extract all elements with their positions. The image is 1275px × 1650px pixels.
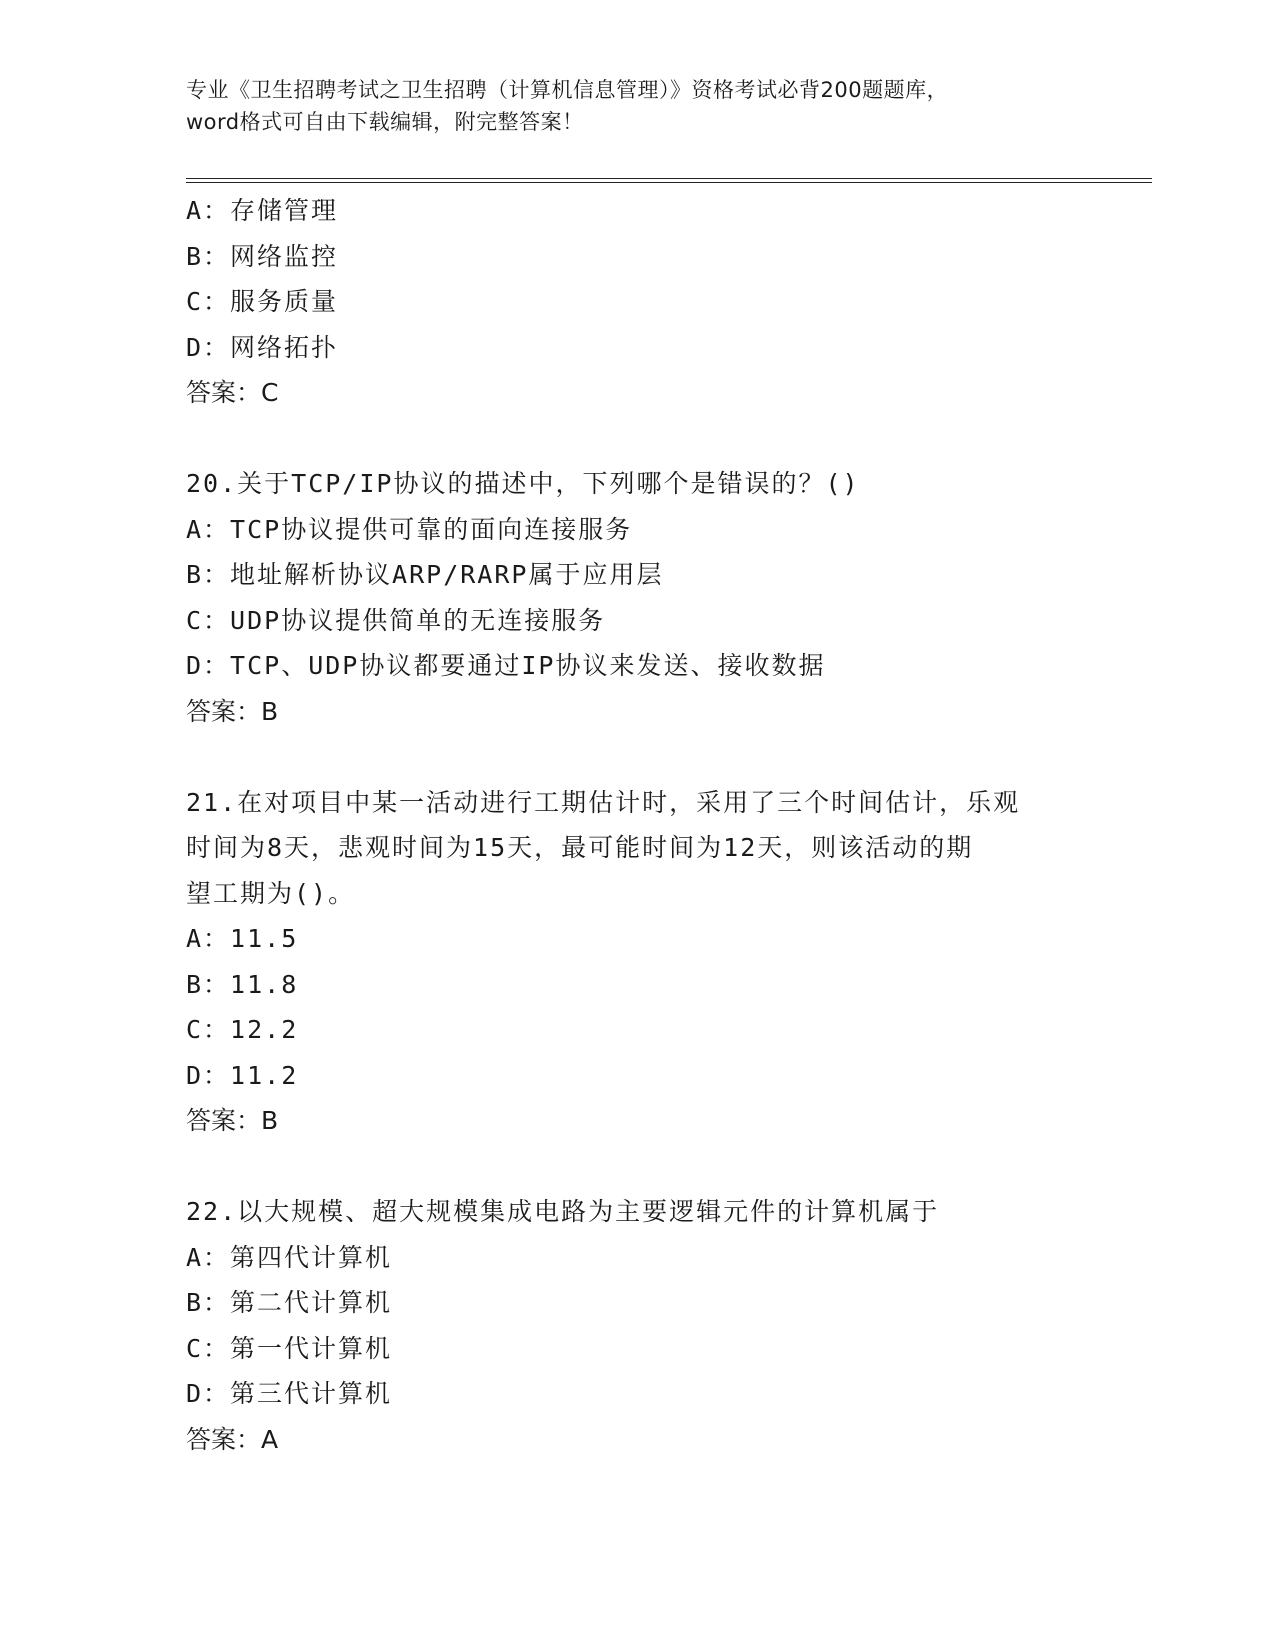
spacer [186, 1144, 1086, 1190]
option-c: C：12.2 [186, 1015, 299, 1044]
question-stem: 20.关于TCP/IP协议的描述中，下列哪个是错误的？() [186, 469, 860, 498]
option-b: B：地址解析协议ARP/RARP属于应用层 [186, 560, 664, 589]
option-b: B：第二代计算机 [186, 1288, 393, 1317]
answer-line: 答案：A [186, 1424, 279, 1454]
option-a: A：TCP协议提供可靠的面向连接服务 [186, 514, 633, 544]
header-line-1: 专业《卫生招聘考试之卫生招聘（计算机信息管理）》资格考试必背200题题库， [186, 78, 949, 102]
answer-line: 答案：B [186, 1106, 279, 1135]
question-block-22 [186, 1189, 1086, 1462]
spacer [186, 416, 1086, 462]
option-a: A：第四代计算机 [186, 1242, 393, 1272]
header-divider [186, 178, 1152, 183]
option-d: D：网络拓扑 [186, 332, 339, 362]
option-a: A：存储管理 [186, 196, 339, 225]
answer-line: 答案：C [186, 378, 279, 407]
option-b: B：11.8 [186, 969, 299, 999]
question-block-19 [186, 188, 1086, 416]
spacer [186, 734, 1086, 780]
option-b: B：网络监控 [186, 241, 339, 271]
question-list [186, 188, 1086, 1462]
option-d: D：11.2 [186, 1060, 299, 1090]
question-stem-line-2: 时间为8天，悲观时间为15天，最可能时间为12天，则该活动的期 [186, 833, 974, 862]
question-stem: 22.以大规模、超大规模集成电路为主要逻辑元件的计算机属于 [186, 1197, 940, 1226]
option-d: D：第三代计算机 [186, 1379, 393, 1408]
question-block-21 [186, 780, 1086, 1144]
option-d: D：TCP、UDP协议都要通过IP协议来发送、接收数据 [186, 651, 826, 680]
option-c: C：UDP协议提供简单的无连接服务 [186, 605, 606, 635]
header-line-2: word格式可自由下载编辑，附完整答案！ [186, 110, 584, 134]
option-a: A：11.5 [186, 924, 299, 953]
document-header [186, 74, 1066, 138]
answer-line: 答案：B [186, 696, 279, 726]
question-stem-line-1: 21.在对项目中某一活动进行工期估计时，采用了三个时间估计，乐观 [186, 787, 1021, 817]
option-c: C：服务质量 [186, 287, 339, 316]
question-stem-line-3: 望工期为()。 [186, 878, 356, 908]
option-c: C：第一代计算机 [186, 1333, 393, 1363]
question-block-20 [186, 461, 1086, 734]
